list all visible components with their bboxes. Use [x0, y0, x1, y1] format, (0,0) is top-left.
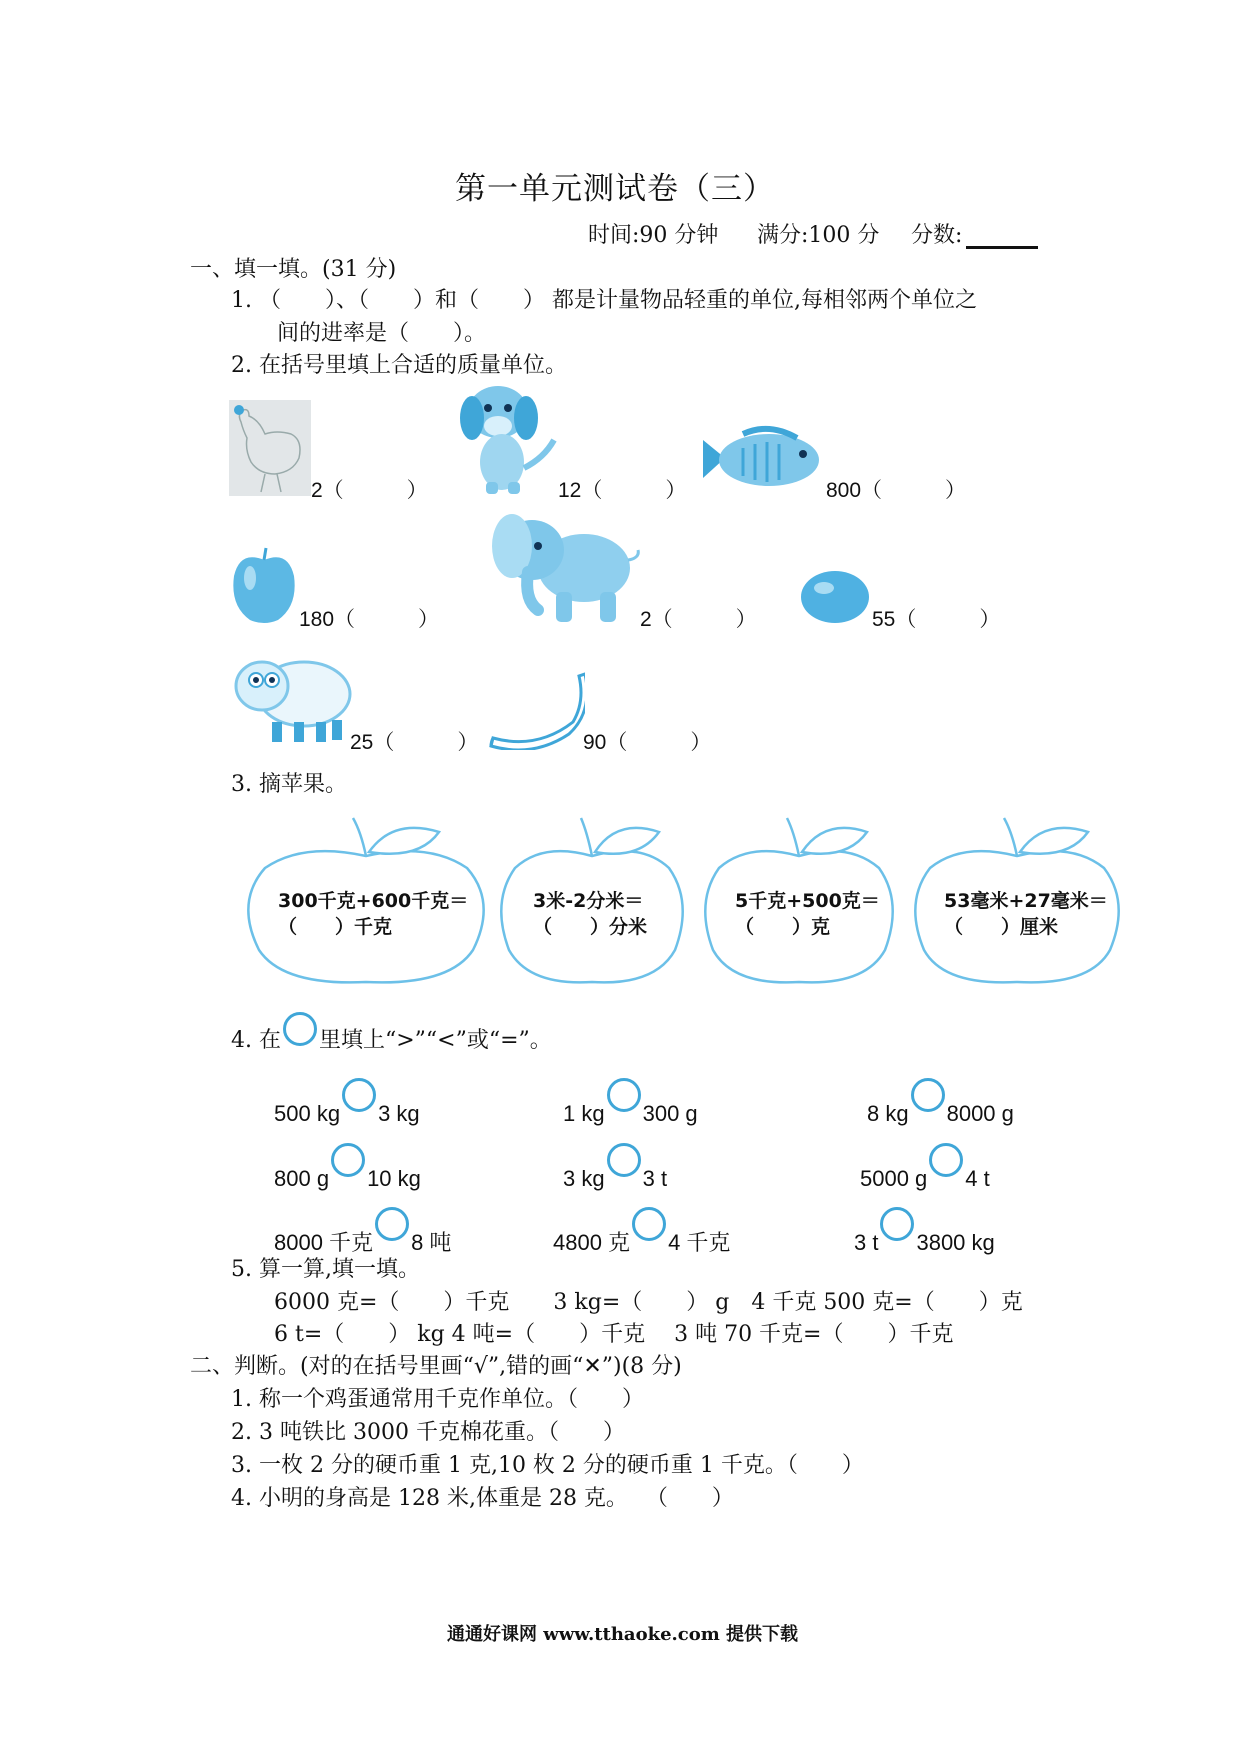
full-score-info: 满分:100 分: [757, 223, 880, 248]
judge-item-1[interactable]: 1. 称一个鸡蛋通常用千克作单位。（ ）: [231, 1387, 644, 1412]
puppy-icon: [458, 378, 558, 496]
q2-fish-answer[interactable]: 800（ ）: [826, 479, 967, 502]
q2-elephant-answer[interactable]: 2（ ）: [640, 608, 757, 631]
cmp-item-9: 3 t 3800 kg: [854, 1219, 995, 1256]
judge-item-3[interactable]: 3. 一枚 2 分的硬币重 1 克,10 枚 2 分的硬币重 1 千克。（ ）: [231, 1453, 864, 1478]
compare-circle[interactable]: [375, 1207, 409, 1241]
footer-credit: 通通好课网 www.tthaoke.com 提供下载: [447, 1624, 799, 1645]
apple2-line2[interactable]: （ ）分米: [533, 916, 648, 938]
apple3-line2[interactable]: （ ）克: [735, 916, 831, 938]
cmp-item-4: 800 g 10 kg: [274, 1155, 421, 1192]
q2-prompt: 2. 在括号里填上合适的质量单位。: [231, 353, 567, 378]
section1-heading: 一、填一填。(31 分): [190, 257, 397, 282]
q5-prompt: 5. 算一算,填一填。: [231, 1257, 420, 1282]
cmp-item-2: 1 kg 300 g: [563, 1090, 698, 1127]
chicken-icon: [229, 400, 311, 496]
q1-line2: 间的进率是（ ）。: [277, 321, 487, 346]
compare-circle[interactable]: [342, 1078, 376, 1112]
egg-icon: [800, 570, 870, 624]
apple2-line1: 3米-2分米＝: [533, 890, 644, 912]
apple-card-3: [701, 812, 897, 986]
elephant-icon: [490, 506, 642, 626]
apple-card-4: [910, 812, 1124, 986]
q2-chicken-answer[interactable]: 2（ ）: [311, 479, 428, 502]
cmp-item-1: 500 kg 3 kg: [274, 1090, 420, 1127]
q2-puppy-answer[interactable]: 12（ ）: [558, 479, 687, 502]
compare-circle[interactable]: [632, 1207, 666, 1241]
q1-line1: 1. （ ）、（ ）和（ ） 都是计量物品轻重的单位,每相邻两个单位之: [231, 288, 977, 313]
apple3-line1: 5千克+500克＝: [735, 890, 880, 912]
fish-icon: [703, 422, 827, 496]
compare-circle[interactable]: [607, 1078, 641, 1112]
q3-prompt: 3. 摘苹果。: [231, 772, 347, 797]
judge-item-2[interactable]: 2. 3 吨铁比 3000 千克棉花重。（ ）: [231, 1420, 625, 1445]
q2-banana-answer[interactable]: 90（ ）: [583, 731, 712, 754]
q5-line2[interactable]: 6 t=（ ） kg 4 吨=（ ）千克 3 吨 70 千克=（ ）千克: [274, 1322, 954, 1347]
compare-circle[interactable]: [331, 1143, 365, 1177]
compare-circle[interactable]: [929, 1143, 963, 1177]
q4-prefix: 4. 在: [231, 1028, 281, 1053]
q4-prompt: [231, 1016, 552, 1054]
cmp-item-3: 8 kg 8000 g: [867, 1090, 1014, 1127]
section2-heading: 二、判断。(对的在括号里画“√”,错的画“✕”)(8 分): [190, 1354, 682, 1379]
q2-egg-answer[interactable]: 55（ ）: [872, 608, 1001, 631]
time-info: 时间:90 分钟: [588, 223, 719, 248]
cmp-item-6: 5000 g 4 t: [860, 1155, 990, 1192]
q2-sheep-answer[interactable]: 25（ ）: [350, 731, 479, 754]
apple-icon: [230, 546, 298, 624]
cmp-item-8: 4800 克 4 千克: [553, 1219, 730, 1257]
apple-card-2: [497, 812, 687, 986]
q2-apple-answer[interactable]: 180（ ）: [299, 608, 440, 631]
circle-icon: [283, 1012, 317, 1046]
score-label: 分数:: [911, 223, 963, 248]
page-title: 第一单元测试卷（三）: [455, 171, 775, 207]
score-blank[interactable]: [966, 224, 1038, 249]
compare-circle[interactable]: [880, 1207, 914, 1241]
compare-circle[interactable]: [607, 1143, 641, 1177]
cmp-item-5: 3 kg 3 t: [563, 1155, 667, 1192]
apple-card-1: [243, 812, 489, 986]
score-field: [911, 218, 1038, 249]
banana-icon: [489, 672, 585, 750]
q4-suffix: 里填上“>”“<”或“=”。: [318, 1028, 552, 1053]
cmp-item-7: 8000 千克 8 吨: [274, 1219, 451, 1257]
compare-circle[interactable]: [911, 1078, 945, 1112]
judge-item-4[interactable]: 4. 小明的身高是 128 米,体重是 28 克。 （ ）: [231, 1486, 734, 1511]
sheep-icon: [232, 646, 352, 746]
apple1-line1: 300千克+600千克＝: [278, 890, 469, 912]
apple1-line2[interactable]: （ ）千克: [278, 916, 393, 938]
apple4-line1: 53毫米+27毫米＝: [944, 890, 1108, 912]
q5-line1[interactable]: 6000 克=（ ）千克 3 kg=（ ） g 4 千克 500 克=（ ）克: [274, 1290, 1023, 1315]
apple4-line2[interactable]: （ ）厘米: [944, 916, 1059, 938]
